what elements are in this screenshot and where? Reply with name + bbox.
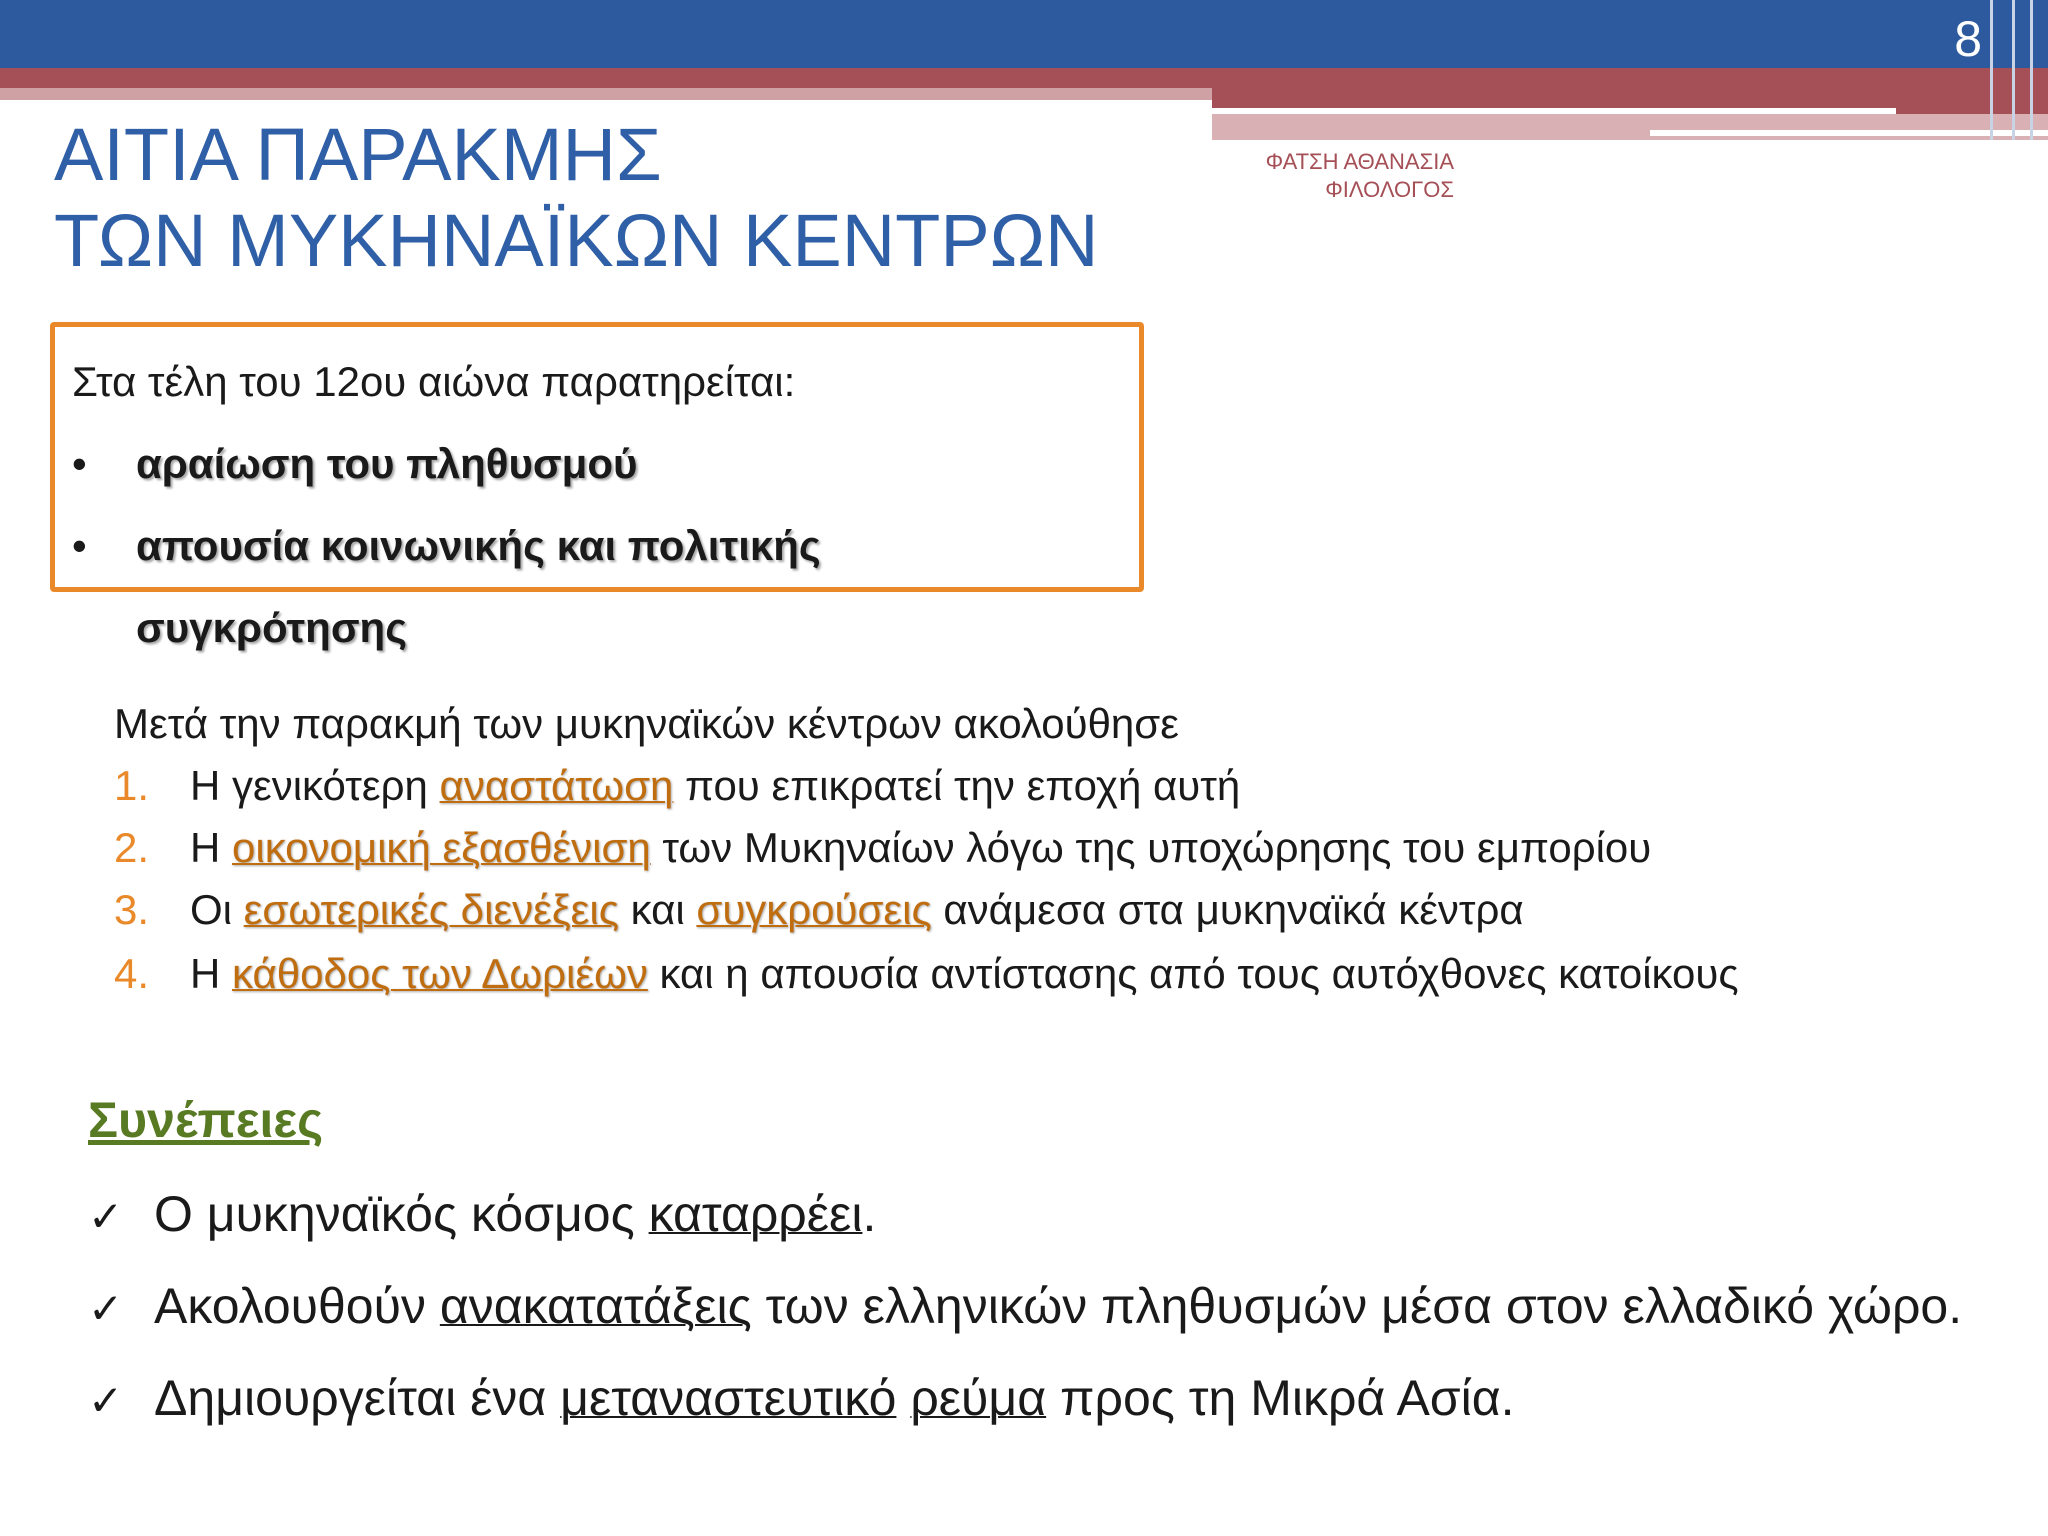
item-text: και — [618, 886, 697, 933]
item-text: Δημιουργείται ένα — [154, 1370, 561, 1426]
item-text: Ο μυκηναϊκός κόσμος — [154, 1186, 649, 1242]
check-icon: ✓ — [88, 1285, 124, 1332]
numbered-item — [114, 756, 1240, 816]
numbered-item — [114, 944, 1739, 1004]
item-number: 4. — [114, 950, 150, 997]
highlighted-term: κάθοδος των Δωριέων — [232, 950, 648, 997]
highlighted-term: συγκρούσεις — [696, 886, 932, 933]
item-number: 3. — [114, 886, 150, 933]
check-icon: ✓ — [88, 1193, 124, 1240]
item-text: Η — [190, 824, 232, 871]
header-pink-bar-left — [0, 88, 1212, 100]
item-text: των ελληνικών πληθυσμών μέσα στον ελλαδικό χώρο. — [751, 1278, 1963, 1334]
underlined-term: ρεύμα — [910, 1370, 1047, 1426]
item-text: Ακολουθούν — [154, 1278, 440, 1334]
header-vertical-line — [2012, 0, 2015, 140]
highlighted-term: αναστάτωση — [439, 762, 674, 809]
header-blue-bar — [0, 0, 2048, 68]
author-name: ΦΑΤΣΗ ΑΘΑΝΑΣΙΑ — [1265, 149, 1454, 174]
item-text: των Μυκηναίων λόγω της υποχώρησης του εμπορίου — [650, 824, 1652, 871]
author-role: ΦΙΛΟΛΟΓΟΣ — [1325, 177, 1454, 202]
item-text: Η γενικότερη — [190, 762, 440, 809]
underlined-term: καταρρέει — [648, 1186, 863, 1242]
bullet-text: αραίωση του πληθυσμού — [136, 440, 638, 487]
item-text: . — [862, 1186, 877, 1242]
author-block — [1200, 148, 1454, 204]
highlighted-term: εσωτερικές διενέξεις — [243, 886, 619, 933]
item-text: που επικρατεί την εποχή αυτή — [673, 762, 1241, 809]
item-number: 2. — [114, 824, 150, 871]
item-text: προς τη Μικρά Ασία. — [1046, 1370, 1515, 1426]
numbered-item — [114, 818, 1651, 878]
header-white-stripe-2 — [1650, 130, 2048, 136]
bullet-icon: • — [72, 440, 87, 487]
consequence-item — [88, 1366, 1515, 1433]
title-line-2: ΤΩΝ ΜΥΚΗΝΑΪΚΩΝ ΚΕΝΤΡΩΝ — [54, 199, 1099, 282]
item-text: και η απουσία αντίστασης από τους αυτόχθονες κατοίκους — [647, 950, 1739, 997]
header-vertical-line — [1990, 0, 1993, 140]
causes-intro: Μετά την παρακμή των μυκηναϊκών κέντρων ακολούθησε — [114, 700, 1179, 747]
title-line-1: ΑΙΤΙΑ ΠΑΡΑΚΜΗΣ — [54, 113, 662, 196]
page-number: 8 — [1954, 11, 1982, 67]
consequence-item — [88, 1274, 1962, 1341]
item-text — [896, 1370, 910, 1426]
underlined-term: μεταναστευτικό — [560, 1370, 897, 1426]
item-text: Η — [190, 950, 232, 997]
check-icon: ✓ — [88, 1377, 124, 1424]
header-white-stripe — [1212, 108, 1896, 114]
item-text: Οι — [190, 886, 244, 933]
bullet-continuation: συγκρότησης — [136, 604, 408, 651]
bullet-icon: • — [72, 522, 87, 569]
numbered-item — [114, 880, 1524, 940]
consequence-item — [88, 1182, 876, 1249]
header-pink-bar-right — [1212, 114, 2048, 140]
header-vertical-line — [2030, 0, 2033, 140]
underlined-term: ανακατατάξεις — [439, 1278, 752, 1334]
bullet-text: απουσία κοινωνικής και πολιτικής — [136, 522, 821, 569]
item-text: ανάμεσα στα μυκηναϊκά κέντρα — [931, 886, 1524, 933]
highlighted-term: οικονομική εξασθένιση — [232, 824, 651, 871]
slide-title — [54, 112, 1099, 284]
item-number: 1. — [114, 762, 150, 809]
consequences-heading: Συνέπειες — [88, 1092, 324, 1148]
box-intro-text: Στα τέλη του 12ου αιώνα παρατηρείται: — [72, 358, 796, 405]
